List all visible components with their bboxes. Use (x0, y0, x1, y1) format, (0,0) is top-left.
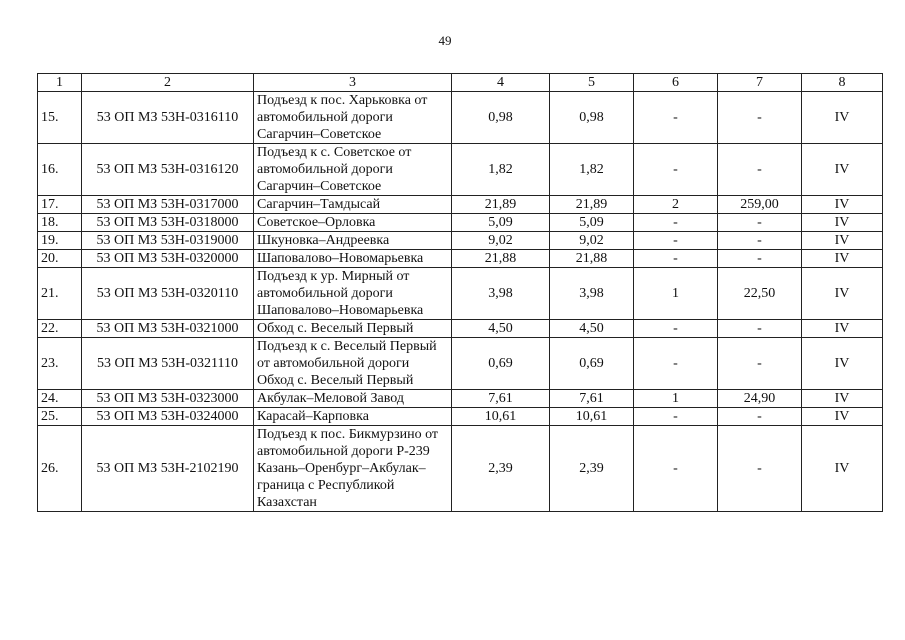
col-8-value: IV (802, 144, 883, 196)
col-4-value: 10,61 (452, 408, 550, 426)
road-code: 53 ОП МЗ 53Н-0317000 (82, 196, 254, 214)
table-row (38, 92, 883, 144)
road-name: Советское–Орловка (254, 214, 452, 232)
col-6-value: - (634, 92, 718, 144)
row-number: 22. (38, 320, 82, 338)
col-4-value: 0,69 (452, 338, 550, 390)
header-cell: 8 (802, 74, 883, 92)
col-4-value: 2,39 (452, 426, 550, 512)
table-row (38, 144, 883, 196)
col-8-value: IV (802, 320, 883, 338)
col-5-value: 7,61 (550, 390, 634, 408)
page-number: 49 (438, 33, 452, 48)
table-row (38, 232, 883, 250)
col-6-value: 2 (634, 196, 718, 214)
row-number: 17. (38, 196, 82, 214)
header-cell: 3 (254, 74, 452, 92)
road-name: Шкуновка–Андреевка (254, 232, 452, 250)
header-cell: 6 (634, 74, 718, 92)
row-number: 15. (38, 92, 82, 144)
col-8-value: IV (802, 250, 883, 268)
table-row (38, 250, 883, 268)
col-6-value: - (634, 320, 718, 338)
road-code: 53 ОП МЗ 53Н-0320000 (82, 250, 254, 268)
col-6-value: - (634, 232, 718, 250)
roads-table (37, 73, 883, 512)
col-8-value: IV (802, 214, 883, 232)
col-7-value: 259,00 (718, 196, 802, 214)
row-number: 26. (38, 426, 82, 512)
col-4-value: 21,88 (452, 250, 550, 268)
row-number: 16. (38, 144, 82, 196)
col-5-value: 5,09 (550, 214, 634, 232)
col-4-value: 5,09 (452, 214, 550, 232)
col-8-value: IV (802, 390, 883, 408)
col-8-value: IV (802, 268, 883, 320)
table-row (38, 320, 883, 338)
col-8-value: IV (802, 408, 883, 426)
table-row (38, 408, 883, 426)
col-7-value: - (718, 426, 802, 512)
header-cell: 7 (718, 74, 802, 92)
col-7-value: - (718, 214, 802, 232)
col-8-value: IV (802, 426, 883, 512)
road-code: 53 ОП МЗ 53Н-0321000 (82, 320, 254, 338)
road-name: Акбулак–Меловой Завод (254, 390, 452, 408)
col-4-value: 4,50 (452, 320, 550, 338)
header-row (38, 74, 883, 92)
col-6-value: - (634, 426, 718, 512)
col-7-value: - (718, 320, 802, 338)
col-5-value: 10,61 (550, 408, 634, 426)
col-8-value: IV (802, 196, 883, 214)
col-5-value: 21,88 (550, 250, 634, 268)
table-row (38, 338, 883, 390)
header-cell: 5 (550, 74, 634, 92)
col-5-value: 0,98 (550, 92, 634, 144)
table-row (38, 426, 883, 512)
col-4-value: 1,82 (452, 144, 550, 196)
row-number: 18. (38, 214, 82, 232)
col-5-value: 1,82 (550, 144, 634, 196)
row-number: 21. (38, 268, 82, 320)
col-5-value: 21,89 (550, 196, 634, 214)
row-number: 20. (38, 250, 82, 268)
col-4-value: 3,98 (452, 268, 550, 320)
header-cell: 2 (82, 74, 254, 92)
row-number: 23. (38, 338, 82, 390)
road-name: Карасай–Карповка (254, 408, 452, 426)
col-7-value: - (718, 250, 802, 268)
road-code: 53 ОП МЗ 53Н-0319000 (82, 232, 254, 250)
col-7-value: - (718, 408, 802, 426)
col-6-value: 1 (634, 268, 718, 320)
col-5-value: 9,02 (550, 232, 634, 250)
col-8-value: IV (802, 232, 883, 250)
road-name: Шаповалово–Новомарьевка (254, 250, 452, 268)
col-5-value: 4,50 (550, 320, 634, 338)
col-7-value: - (718, 232, 802, 250)
road-code: 53 ОП МЗ 53Н-0320110 (82, 268, 254, 320)
col-6-value: - (634, 250, 718, 268)
row-number: 19. (38, 232, 82, 250)
road-code: 53 ОП МЗ 53Н-0321110 (82, 338, 254, 390)
road-code: 53 ОП МЗ 53Н-2102190 (82, 426, 254, 512)
col-6-value: - (634, 408, 718, 426)
header-cell: 4 (452, 74, 550, 92)
road-code: 53 ОП МЗ 53Н-0318000 (82, 214, 254, 232)
road-code: 53 ОП МЗ 53Н-0324000 (82, 408, 254, 426)
col-7-value: - (718, 338, 802, 390)
col-7-value: - (718, 144, 802, 196)
col-7-value: 22,50 (718, 268, 802, 320)
col-6-value: - (634, 144, 718, 196)
col-7-value: - (718, 92, 802, 144)
table-row (38, 268, 883, 320)
table-row (38, 214, 883, 232)
road-code: 53 ОП МЗ 53Н-0316120 (82, 144, 254, 196)
col-6-value: 1 (634, 390, 718, 408)
col-4-value: 9,02 (452, 232, 550, 250)
road-name: Сагарчин–Тамдысай (254, 196, 452, 214)
col-5-value: 2,39 (550, 426, 634, 512)
col-5-value: 0,69 (550, 338, 634, 390)
road-code: 53 ОП МЗ 53Н-0323000 (82, 390, 254, 408)
row-number: 24. (38, 390, 82, 408)
col-4-value: 21,89 (452, 196, 550, 214)
col-8-value: IV (802, 92, 883, 144)
road-name: Подъезд к с. Советское от автомобильной дороги Сагарчин–Советское (254, 144, 452, 196)
col-7-value: 24,90 (718, 390, 802, 408)
road-name: Подъезд к пос. Бикмурзино от автомобильной дороги Р-239 Казань–Оренбург–Акбулак–граница с Республикой Казахстан (254, 426, 452, 512)
road-code: 53 ОП МЗ 53Н-0316110 (82, 92, 254, 144)
table-row (38, 390, 883, 408)
road-name: Подъезд к ур. Мирный от автомобильной дороги Шаповалово–Новомарьевка (254, 268, 452, 320)
row-number: 25. (38, 408, 82, 426)
col-5-value: 3,98 (550, 268, 634, 320)
col-4-value: 0,98 (452, 92, 550, 144)
road-name: Подъезд к пос. Харьковка от автомобильной дороги Сагарчин–Советское (254, 92, 452, 144)
col-4-value: 7,61 (452, 390, 550, 408)
road-name: Подъезд к с. Веселый Первый от автомобильной дороги Обход с. Веселый Первый (254, 338, 452, 390)
col-6-value: - (634, 338, 718, 390)
col-6-value: - (634, 214, 718, 232)
road-name: Обход с. Веселый Первый (254, 320, 452, 338)
header-cell: 1 (38, 74, 82, 92)
col-8-value: IV (802, 338, 883, 390)
table-row (38, 196, 883, 214)
